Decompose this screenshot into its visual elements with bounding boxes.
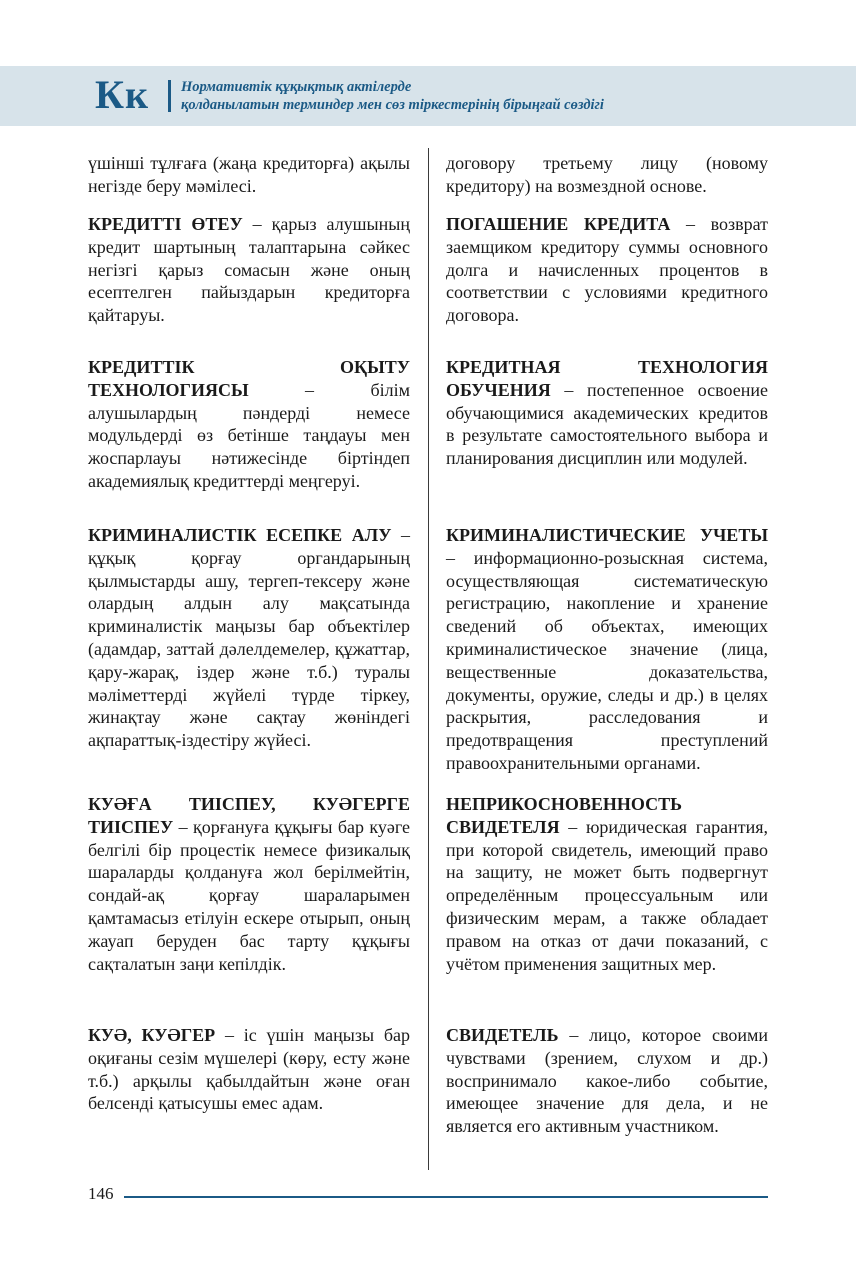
entry-definition: – постепенное освоение обучающимися академических кредитов в результате самостоятельного выбора и планирования дисциплин или модулей. <box>446 379 768 469</box>
entry-definition: үшінші тұлғаға (жаңа кредиторға) ақылы негізде беру мәмілесі. <box>88 153 410 196</box>
entry-term: СВИДЕТЕЛЬ <box>446 1025 559 1045</box>
entry-term: КРИМИНАЛИСТІК ЕСЕПКЕ АЛУ <box>88 525 392 545</box>
entry-term: ПОГАШЕНИЕ КРЕДИТА <box>446 214 671 234</box>
dictionary-title <box>181 78 604 114</box>
section-letter: Кк <box>95 72 150 117</box>
footer-rule <box>124 1196 768 1198</box>
kk-entry-continuation <box>88 152 410 198</box>
kk-entry-witness <box>88 1024 410 1115</box>
ru-entry-credit-technology <box>446 356 768 470</box>
entry-definition: – лицо, которое своими чувствами (зрением, слухом и др.) воспринимало какое-либо событие, имеющее значение для дела, и не является его активным участником. <box>446 1025 768 1137</box>
header-divider <box>168 80 171 112</box>
entry-definition: – информационно-розыскная система, осуществляющая систематическую регистрацию, накопление и хранение сведений об объектах, имеющих криминалистическое значение (лица, вещественные доказательства, документы, оружие, следы и др.) в целях раскрытия, расследования и предотвращения преступлений правоохранительными органами. <box>446 547 768 773</box>
entry-term: НЕПРИКОСНОВЕННОСТЬ СВИДЕТЕЛЯ <box>446 794 682 837</box>
kk-entry-credit-repayment <box>88 213 410 327</box>
entry-definition: – құқық қорғау органдарының қылмыстарды ашу, тергеп-тексеру және олардың алдын алу мақсатында криминалистік маңызы бар объектілер (адамдар, заттай дәлелдемелер, құжаттар, қару-жарақ, іздер және т.б.) туралы мәліметтерді жүйелі түрде тіркеу, жинақтау және сақтау жөніндегі ақпараттық-іздестіру жүйесі. <box>88 525 411 751</box>
entry-term: КУӘҒА ТИІСПЕУ, КУӘГЕРГЕ ТИІСПЕУ <box>88 794 410 837</box>
entry-definition: – білім алушылардың пәндерді немесе модульдерді өз бетінше таңдауы мен жоспарлауы нәтижесінде біртіндеп академиялық кредиттерді меңгеруі. <box>88 379 410 491</box>
ru-entry-continuation <box>446 152 768 198</box>
kk-entry-witness-immunity <box>88 793 410 975</box>
column-divider <box>428 148 429 1170</box>
entry-term: КУӘ, КУӘГЕР <box>88 1025 216 1045</box>
entry-definition: – қарыз алушының кредит шартының талаптарына сәйкес негізгі қарыз сомасын және оның есептелген пайыздарын кредиторға қайтаруы. <box>88 214 410 326</box>
kk-entry-forensic-records <box>88 524 410 752</box>
entry-definition: договору третьему лицу (новому кредитору) на возмездной основе. <box>446 153 768 196</box>
ru-entry-witness <box>446 1024 768 1138</box>
ru-entry-credit-repayment <box>446 213 768 327</box>
entry-term: КРЕДИТТІК ОҚЫТУ ТЕХНОЛОГИЯСЫ <box>88 357 410 400</box>
page-number: 146 <box>88 1184 114 1203</box>
entry-term: КРИМИНАЛИСТИЧЕСКИЕ УЧЕТЫ <box>446 525 768 545</box>
entry-definition: – юридическая гарантия, при которой свидетель, имеющий право на защиту, не может быть подвергнут определённым процессуальным или физическим мерам, а также обладает правом на отказ от дачи показаний, с учётом применения защитных мер. <box>446 816 768 974</box>
entry-term: КРЕДИТТІ ӨТЕУ <box>88 214 243 234</box>
entry-definition: – қорғануға құқығы бар куәге белгілі бір процестік немесе физикалық шараларды қолдануға жол берілмейтін, сондай-ақ қорғау шараларымен қамтамасыз етілуін ескере отырып, оның жауап беруден бас тарту құқығы сақталатын заңи кепілдік. <box>88 816 410 974</box>
dictionary-title-line-2: қолданылатын терминдер мен сөз тіркестерінің бірыңғай сөздігі <box>181 97 604 113</box>
kk-entry-credit-technology <box>88 356 410 493</box>
entry-term: КРЕДИТНАЯ ТЕХНОЛОГИЯ ОБУЧЕНИЯ <box>446 357 768 400</box>
entry-definition: – іс үшін маңызы бар оқиғаны сезім мүшелері (көру, есту және т.б.) арқылы қабылдайтын және оған белсенді қатысушы емес адам. <box>88 1025 410 1114</box>
dictionary-title-line-1: Нормативтік құқықтық актілерде <box>181 79 412 95</box>
ru-entry-witness-immunity <box>446 793 768 975</box>
entry-definition: – возврат заемщиком кредитору суммы основного долга и начисленных процентов в соответствии с условиями кредитного договора. <box>446 214 768 326</box>
ru-entry-forensic-records <box>446 524 768 775</box>
